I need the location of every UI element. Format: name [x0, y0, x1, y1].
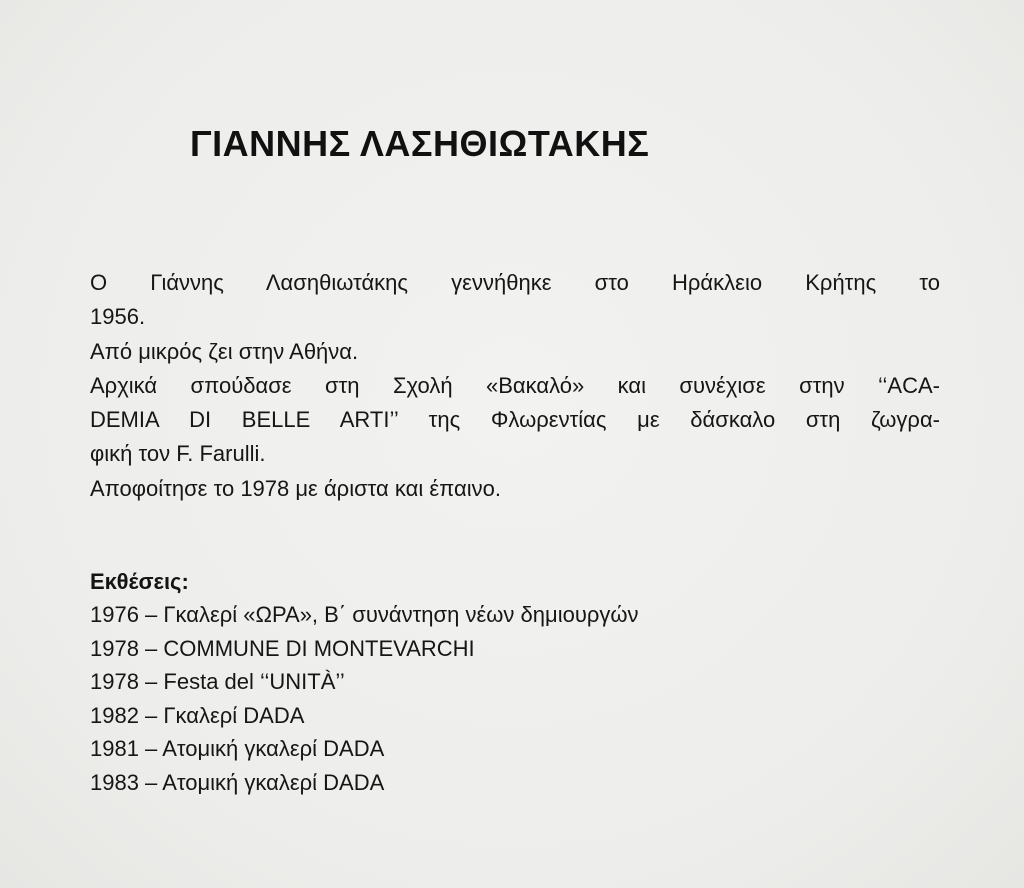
bio-line: φική τον F. Farulli.: [90, 441, 266, 467]
exhibition-item: 1978 – COMMUNE DI MONTEVARCHI: [90, 635, 475, 661]
exhibition-item: 1983 – Ατομική γκαλερί DADA: [90, 769, 385, 795]
bio-line: DEMIA DI BELLE ARTI’’ της Φλωρεντίας με δάσκαλο στη ζωγρα-: [90, 407, 940, 433]
bio-line: Από μικρός ζει στην Αθήνα.: [90, 338, 359, 364]
page-title: ΓΙΑΝΝΗΣ ΛΑΣΗΘΙΩΤΑΚΗΣ: [190, 123, 650, 164]
exhibitions-heading: Εκθέσεις:: [90, 569, 189, 594]
bio-line: Ο Γιάννης Λασηθιωτάκης γεννήθηκε στο Ηράκλειο Κρήτης το: [90, 270, 940, 295]
bio-line: Αποφοίτησε το 1978 με άριστα και έπαινο.: [90, 475, 501, 501]
exhibition-item: 1982 – Γκαλερί DADA: [90, 702, 305, 728]
bio-line: Αρχικά σπούδασε στη Σχολή «Βακαλό» και συνέχισε στην ‘‘ACA-: [90, 372, 940, 398]
exhibition-item: 1976 – Γκαλερί «ΩΡΑ», Β΄ συνάντηση νέων δημιουργών: [90, 602, 639, 627]
exhibition-item: 1981 – Ατομική γκαλερί DADA: [90, 736, 385, 762]
exhibitions-section: [90, 566, 940, 800]
exhibition-item: 1978 – Festa del ‘‘UNITÀ’’: [90, 669, 345, 695]
exhibition-list: [90, 598, 940, 800]
biography-paragraph: [90, 266, 940, 506]
bio-line: 1956.: [90, 304, 146, 330]
